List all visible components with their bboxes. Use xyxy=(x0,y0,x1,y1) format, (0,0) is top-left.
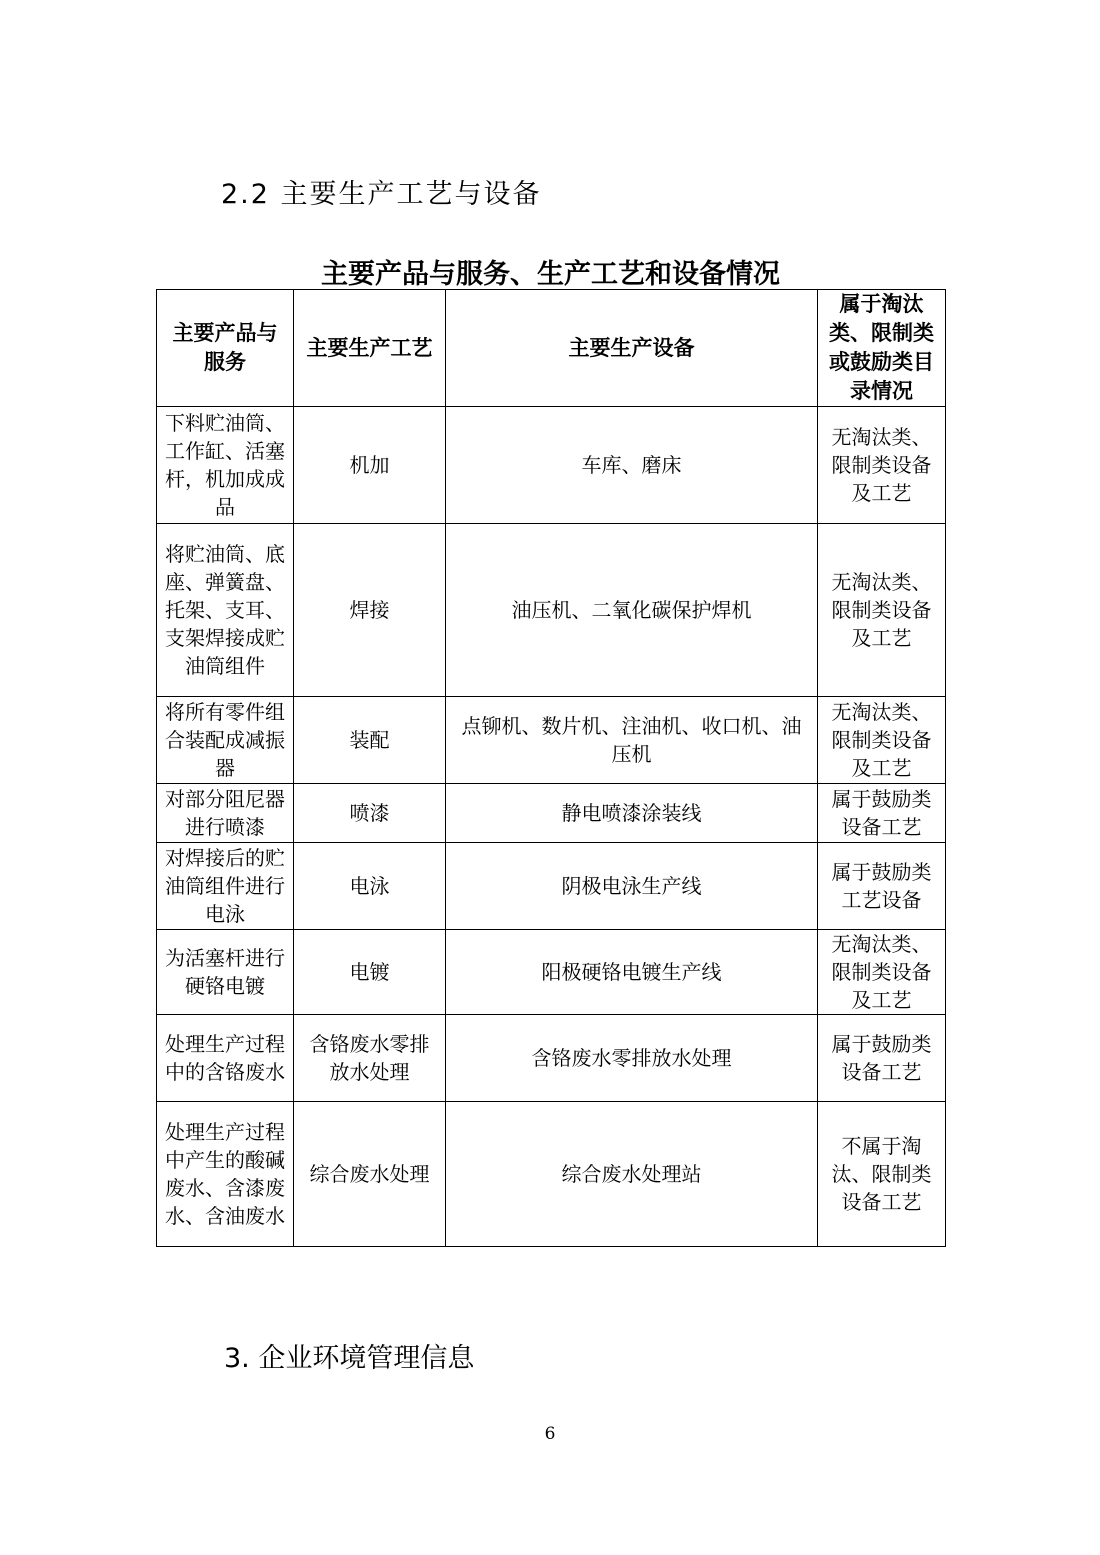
table-row xyxy=(157,784,946,843)
table-row xyxy=(157,1102,946,1247)
cell-process: 综合废水处理 xyxy=(294,1102,446,1247)
cell-status: 无淘汰类、限制类设备及工艺 xyxy=(818,697,946,784)
cell-equipment: 车库、磨床 xyxy=(446,407,818,524)
cell-process: 喷漆 xyxy=(294,784,446,843)
cell-equipment: 点铆机、数片机、注油机、收口机、油压机 xyxy=(446,697,818,784)
table-row xyxy=(157,843,946,930)
cell-equipment: 静电喷漆涂装线 xyxy=(446,784,818,843)
cell-equipment: 阳极硬铬电镀生产线 xyxy=(446,930,818,1015)
table-row xyxy=(157,407,946,524)
cell-status: 属于鼓励类设备工艺 xyxy=(818,1015,946,1102)
cell-product: 对部分阻尼器进行喷漆 xyxy=(157,784,294,843)
cell-product: 下料贮油筒、工作缸、活塞杆，机加成成品 xyxy=(157,407,294,524)
header-products: 主要产品与服务 xyxy=(157,290,294,407)
cell-product: 将贮油筒、底座、弹簧盘、托架、支耳、支架焊接成贮油筒组件 xyxy=(157,524,294,697)
cell-product: 处理生产过程中产生的酸碱废水、含漆废水、含油废水 xyxy=(157,1102,294,1247)
table-title: 主要产品与服务、生产工艺和设备情况 xyxy=(321,259,780,290)
header-process: 主要生产工艺 xyxy=(294,290,446,407)
cell-process: 焊接 xyxy=(294,524,446,697)
cell-equipment: 含铬废水零排放水处理 xyxy=(446,1015,818,1102)
cell-process: 电镀 xyxy=(294,930,446,1015)
cell-status: 不属于淘汰、限制类设备工艺 xyxy=(818,1102,946,1247)
cell-status: 无淘汰类、限制类设备及工艺 xyxy=(818,930,946,1015)
table-header-row xyxy=(157,290,946,407)
cell-status: 无淘汰类、限制类设备及工艺 xyxy=(818,407,946,524)
table-row xyxy=(157,930,946,1015)
cell-product: 处理生产过程中的含铬废水 xyxy=(157,1015,294,1102)
cell-equipment: 阴极电泳生产线 xyxy=(446,843,818,930)
cell-status: 属于鼓励类设备工艺 xyxy=(818,784,946,843)
cell-equipment: 油压机、二氧化碳保护焊机 xyxy=(446,524,818,697)
cell-product: 为活塞杆进行硬铬电镀 xyxy=(157,930,294,1015)
header-catalog-status: 属于淘汰类、限制类或鼓励类目录情况 xyxy=(818,290,946,407)
cell-process: 电泳 xyxy=(294,843,446,930)
cell-product: 对焊接后的贮油筒组件进行电泳 xyxy=(157,843,294,930)
cell-process: 装配 xyxy=(294,697,446,784)
cell-status: 无淘汰类、限制类设备及工艺 xyxy=(818,524,946,697)
table-row xyxy=(157,524,946,697)
table-row xyxy=(157,1015,946,1102)
process-equipment-table xyxy=(156,289,946,1247)
section-heading: 2.2 主要生产工艺与设备 xyxy=(221,179,542,210)
table-row xyxy=(157,697,946,784)
header-equipment: 主要生产设备 xyxy=(446,290,818,407)
cell-status: 属于鼓励类工艺设备 xyxy=(818,843,946,930)
cell-process: 含铬废水零排放水处理 xyxy=(294,1015,446,1102)
cell-product: 将所有零件组合装配成减振器 xyxy=(157,697,294,784)
cell-process: 机加 xyxy=(294,407,446,524)
cell-equipment: 综合废水处理站 xyxy=(446,1102,818,1247)
section-heading-3: 3. 企业环境管理信息 xyxy=(224,1343,475,1374)
page-number: 6 xyxy=(544,1424,556,1444)
